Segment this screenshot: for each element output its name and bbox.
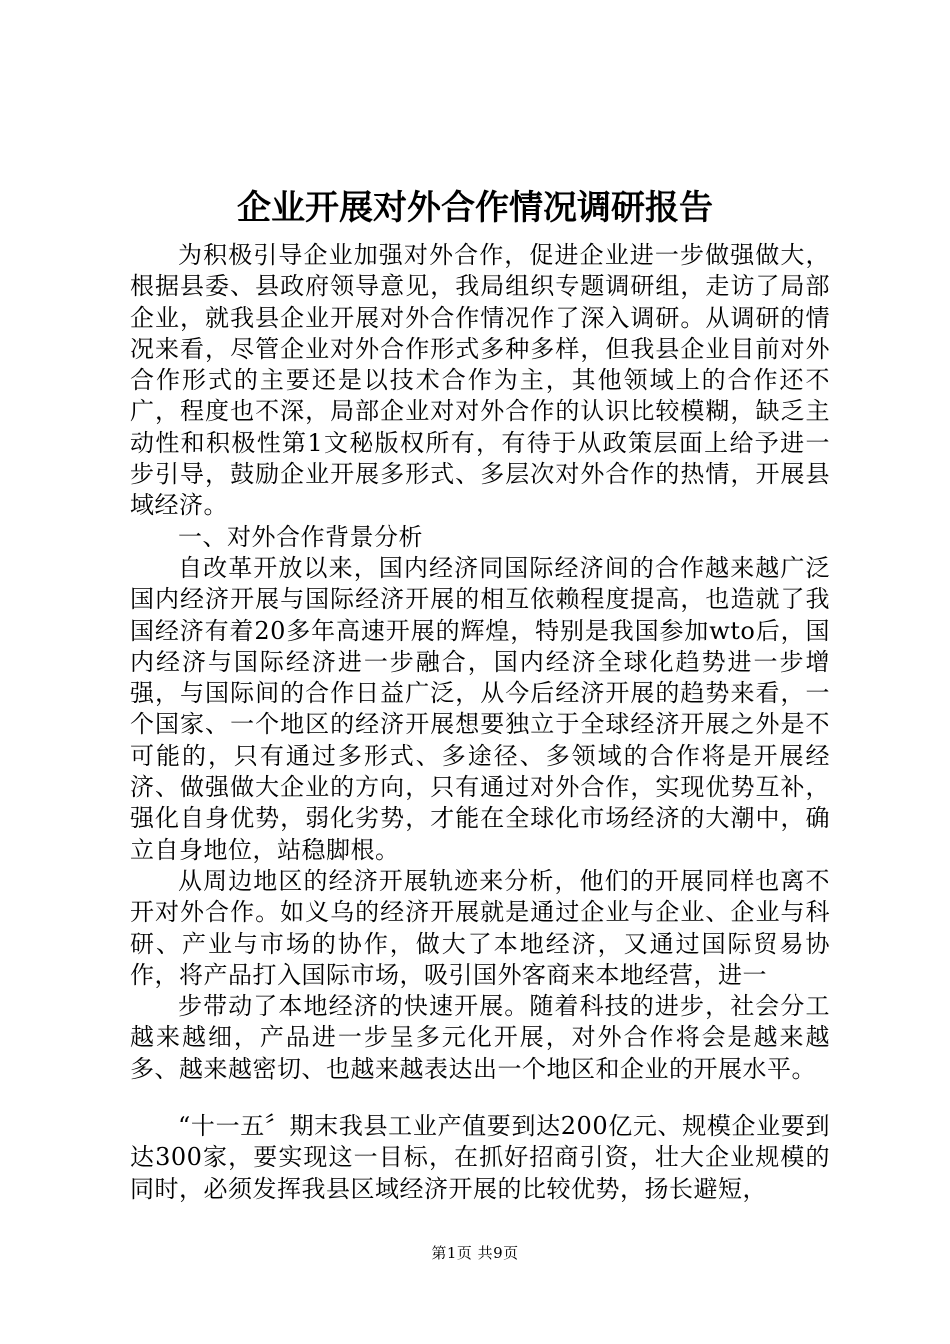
continuation-paragraph: 步带动了本地经济的快速开展。随着科技的进步，社会分工越来越细，产品进一步呈多元化开展，对外合作将会是越来越多、越来越密切、也越来越表达出一个地区和企业的开展水平。 <box>130 992 830 1083</box>
section-heading-background: 一、对外合作背景分析 <box>178 522 423 551</box>
document-body <box>130 240 830 1205</box>
five-year-plan-paragraph: “十一五〞期末我县工业产值要到达200亿元、规模企业要到达300家，要实现这一目标，在抓好招商引资，壮大企业规模的同时，必须发挥我县区域经济开展的比较优势，扬长避短， <box>130 1112 830 1203</box>
background-paragraph: 自改革开放以来，国内经济同国际经济间的合作越来越广泛国内经济开展与国际经济开展的相互依赖程度提高，也造就了我国经济有着20多年高速开展的辉煌，特别是我国参加wto后，国内经济与国际经济进一步融合，国内经济全球化趋势进一步增强，与国际间的合作日益广泛，从今后经济开展的趋势来看，一个国家、一个地区的经济开展想要独立于全球经济开展之外是不可能的，只有通过多形式、多途径、多领域的合作将是开展经济、做强做大企业的方向，只有通过对外合作，实现优势互补，强化自身优势，弱化劣势，才能在全球化市场经济的大潮中，确立自身地位，站稳脚根。 <box>130 553 830 864</box>
intro-paragraph: 为积极引导企业加强对外合作，促进企业进一步做强做大，根据县委、县政府领导意见，我局组织专题调研组，走访了局部企业，就我县企业开展对外合作情况作了深入调研。从调研的情况来看，尽管企业对外合作形式多种多样，但我县企业目前对外合作形式的主要还是以技术合作为主，其他领域上的合作还不广，程度也不深，局部企业对对外合作的认识比较模糊，缺乏主动性和积极性第1文秘版权所有，有待于从政策层面上给予进一步引导，鼓励企业开展多形式、多层次对外合作的热情，开展县域经济。 <box>130 241 830 520</box>
page-number-footer: 第1页 共9页 <box>431 1244 519 1262</box>
surrounding-regions-paragraph: 从周边地区的经济开展轨迹来分析，他们的开展同样也离不开对外合作。如义乌的经济开展就是通过企业与企业、企业与科研、产业与市场的协作，做大了本地经济，又通过国际贸易协作，将产品打入国际市场，吸引国外客商来本地经营，进一 <box>130 866 830 989</box>
document-title: 企业开展对外合作情况调研报告 <box>237 188 713 228</box>
